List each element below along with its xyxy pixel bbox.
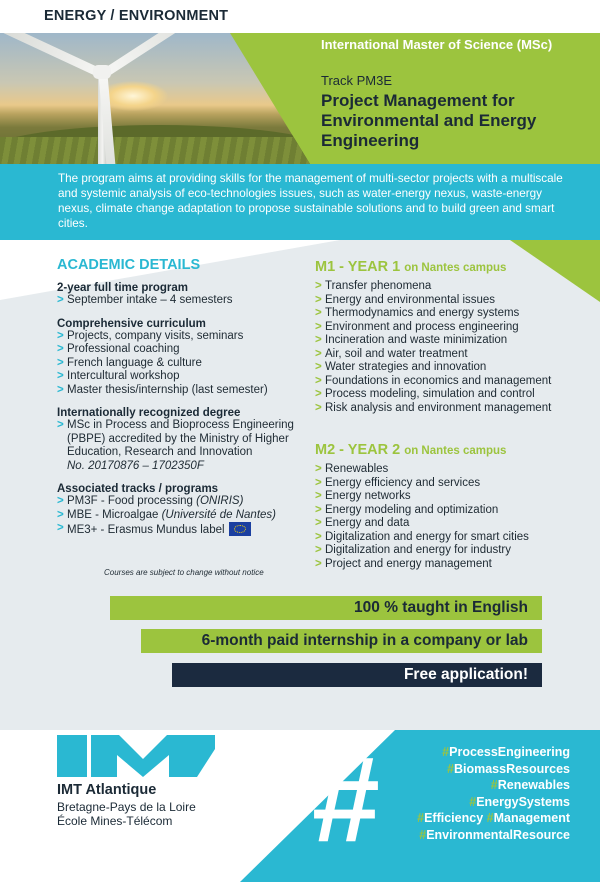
academic-title: ACADEMIC DETAILS [57, 257, 201, 273]
hashtag: #EnvironmentalResource [419, 827, 570, 842]
academic-details [57, 257, 302, 538]
institution-name: IMT Atlantique [57, 782, 157, 798]
degree-text: > MSc in Process and Bioprocess Engineering (PBPE) accredited by the Ministry of Higher Education, Research and Innovation No. 20170876 – 1702350F [57, 419, 302, 473]
list-item: > Water strategies and innovation [315, 361, 585, 375]
curriculum-heading: Comprehensive curriculum [57, 317, 206, 330]
turbine-blade [101, 33, 215, 78]
hashtag-icon: # [312, 731, 380, 867]
m1-section [315, 259, 585, 415]
list-item: > Incineration and waste minimization [315, 334, 585, 348]
degree-heading: Internationally recognized degree [57, 407, 241, 419]
hashtag: #EnergySystems [469, 794, 570, 809]
intro-text: The program aims at providing skills for the management of multi-sector projects with a multiscale and systemic analysis of eco-technologies issues, such as water-energy nexus, waste-energy nexus, climate change adaptation to propose sustainable solutions and to build green and smart cities. [58, 172, 563, 230]
imt-logo-icon [57, 735, 215, 777]
list-item: > Environment and process engineering [315, 321, 585, 335]
list-item: > Energy modeling and optimization [315, 504, 585, 518]
track-label: Track PM3E [321, 73, 393, 88]
internship-bar: 6-month paid internship in a company or lab [141, 629, 542, 653]
m1-list [315, 280, 585, 415]
program-type: International Master of Science (MSc) [321, 37, 553, 52]
list-item: > MBE - Microalgae (Université de Nantes) [57, 509, 302, 523]
list-item: > Energy and environmental issues [315, 294, 585, 308]
list-item: > Energy and data [315, 517, 585, 531]
list-item: > Projects, company visits, seminars [57, 330, 302, 344]
m1-title: M1 - YEAR 1 on Nantes campus [315, 259, 507, 275]
program-heading: 2-year full time program [57, 282, 189, 294]
list-item: > Air, soil and water treatment [315, 348, 585, 362]
hashtag: #Efficiency #Management [417, 811, 570, 826]
list-item: > Renewables [315, 463, 585, 477]
program-title: Project Management for Environmental and Energy Engineering [321, 91, 537, 150]
institution-subtitle: Bretagne-Pays de la Loire École Mines-Télécom [57, 800, 196, 828]
list-item: > French language & culture [57, 357, 302, 371]
hashtag: #ProcessEngineering [442, 745, 570, 759]
list-item: > Digitalization and energy for smart cities [315, 531, 585, 545]
m2-section [315, 442, 585, 571]
degree-number: No. 20170876 – 1702350F [67, 459, 204, 472]
english-bar: 100 % taught in English [110, 596, 542, 620]
list-item: > PM3F - Food processing (ONIRIS) [57, 495, 302, 509]
courses-note: Courses are subject to change without notice [104, 568, 264, 577]
hashtag: #BiomassResources [447, 761, 570, 776]
list-item: > Transfer phenomena [315, 280, 585, 294]
list-item: > Project and energy management [315, 558, 585, 572]
hashtag: #Renewables [490, 778, 570, 793]
list-item: > Energy networks [315, 490, 585, 504]
turbine-hub [93, 65, 111, 79]
list-item: > Foundations in economics and management [315, 375, 585, 389]
turbine-blade [1, 33, 104, 79]
tracks-heading: Associated tracks / programs [57, 483, 219, 495]
list-item: > Process modeling, simulation and control [315, 388, 585, 402]
hashtag-list [410, 744, 570, 844]
list-item: > Master thesis/internship (last semester) [57, 384, 302, 398]
list-item: > Intercultural workshop [57, 370, 302, 384]
m2-list [315, 463, 585, 571]
m2-title: M2 - YEAR 2 on Nantes campus [315, 442, 507, 458]
list-item: > September intake – 4 semesters [57, 294, 302, 308]
eu-flag-icon [229, 522, 251, 536]
list-item: > Risk analysis and environment management [315, 402, 585, 416]
category-label: ENERGY / ENVIRONMENT [44, 8, 229, 24]
list-item: > Energy efficiency and services [315, 477, 585, 491]
list-item: > Digitalization and energy for industry [315, 544, 585, 558]
application-bar: Free application! [172, 663, 542, 687]
list-item: > Professional coaching [57, 343, 302, 357]
list-item: > ME3+ - Erasmus Mundus label [57, 522, 302, 538]
list-item: > Thermodynamics and energy systems [315, 307, 585, 321]
